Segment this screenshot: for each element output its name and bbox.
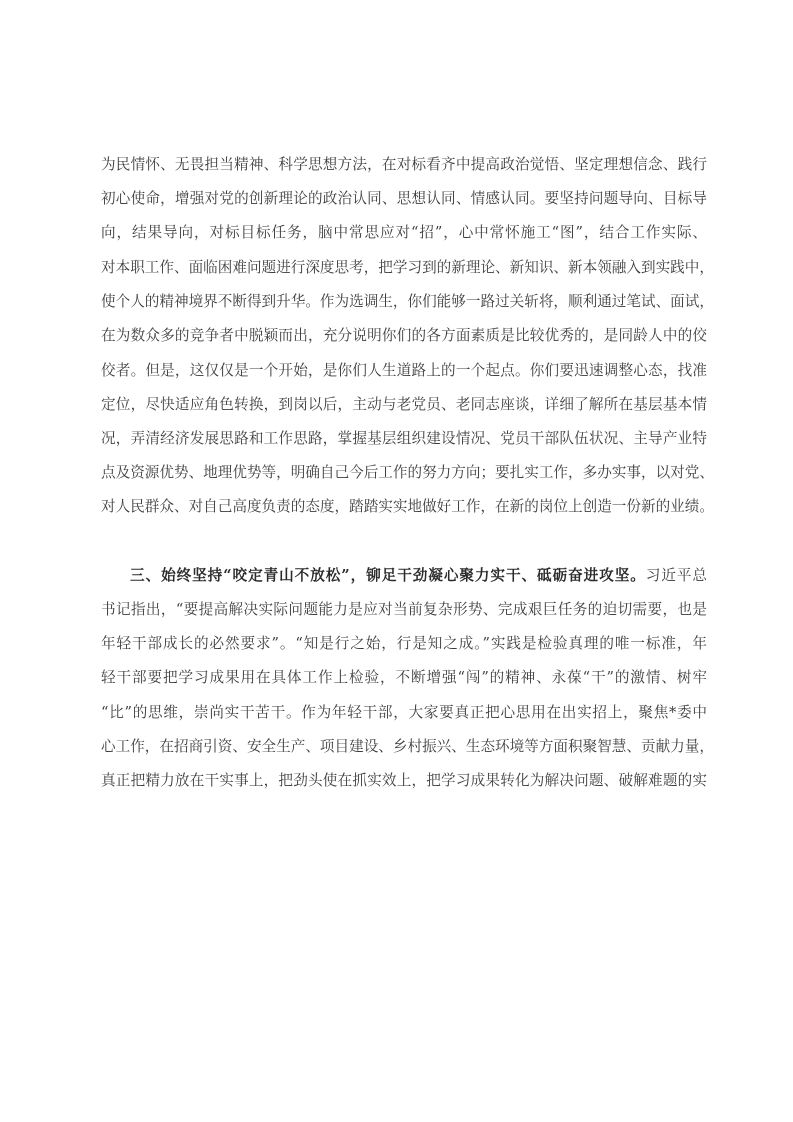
paragraph-1-line-10: 点及资源优势、地理优势等，明确自己今后工作的努力方向；要扎实工作，多办实事，以对党、	[101, 464, 714, 481]
paragraph-1-line-1: 为民情怀、无畏担当精神、科学思想方法，在对标看齐中提高政治觉悟、坚定理想信念、践行	[101, 156, 707, 173]
paragraph-1-line-4: 对本职工作、面临困难问题进行深度思考，把学习到的新理论、新知识、新本领融入到实践中，	[101, 259, 714, 276]
section-heading-tail: 习近平总	[645, 567, 707, 584]
paragraph-2-line-4: “比”的思维，崇尚实干苦干。作为年轻干部，大家要真正把心思用在出实招上，聚焦*委中	[101, 704, 707, 721]
paragraph-1-line-11: 对人民群众、对自己高度负责的态度，踏踏实实地做好工作，在新的岗位上创造一份新的业绩。	[101, 498, 714, 515]
section-heading: 三、始终坚持“咬定青山不放松”，铆足干劲凝心聚力实干、砥砺奋进攻坚。	[130, 567, 646, 584]
paragraph-1-line-5: 使个人的精神境界不断得到升华。作为选调生，你们能够一路过关斩将，顺利通过笔试、面试，	[101, 293, 714, 310]
paragraph-1-line-2: 初心使命，增强对党的创新理论的政治认同、思想认同、情感认同。要坚持问题导向、目标导	[101, 190, 707, 207]
paragraph-2-line-5: 心工作，在招商引资、安全生产、项目建设、乡村振兴、生态环境等方面积聚智慧、贡献力量，	[101, 738, 714, 755]
paragraph-1-line-8: 定位，尽快适应角色转换，到岗以后，主动与老党员、老同志座谈，详细了解所在基层基本情	[101, 396, 707, 413]
section-heading-line	[130, 564, 707, 588]
paragraph-2-line-2: 年轻干部成长的必然要求”。“知是行之始，行是知之成。”实践是检验真理的唯一标准，年	[101, 635, 707, 652]
paragraph-2-line-6: 真正把精力放在干实事上，把劲头使在抓实效上，把学习成果转化为解决问题、破解难题的实	[101, 772, 707, 789]
paragraph-2-line-3: 轻干部要把学习成果用在具体工作上检验，不断增强“闯”的精神、永葆“干”的激情、树牢	[101, 669, 707, 686]
paragraph-1-line-6: 在为数众多的竞争者中脱颖而出，充分说明你们的各方面素质是比较优秀的，是同龄人中的佼	[101, 327, 707, 344]
paragraph-1-line-3: 向，结果导向，对标目标任务，脑中常思应对“招”，心中常怀施工“图”，结合工作实际、	[101, 224, 707, 241]
paragraph-1-line-7: 佼者。但是，这仅仅是一个开始，是你们人生道路上的一个起点。你们要迅速调整心态，找准	[101, 362, 707, 379]
paragraph-1-line-9: 况，弄清经济发展思路和工作思路，掌握基层组织建设情况、党员干部队伍状况、主导产业特	[101, 430, 707, 447]
paragraph-2-line-1: 书记指出，“要提高解决实际问题能力是应对当前复杂形势、完成艰巨任务的迫切需要，也是	[101, 601, 707, 618]
